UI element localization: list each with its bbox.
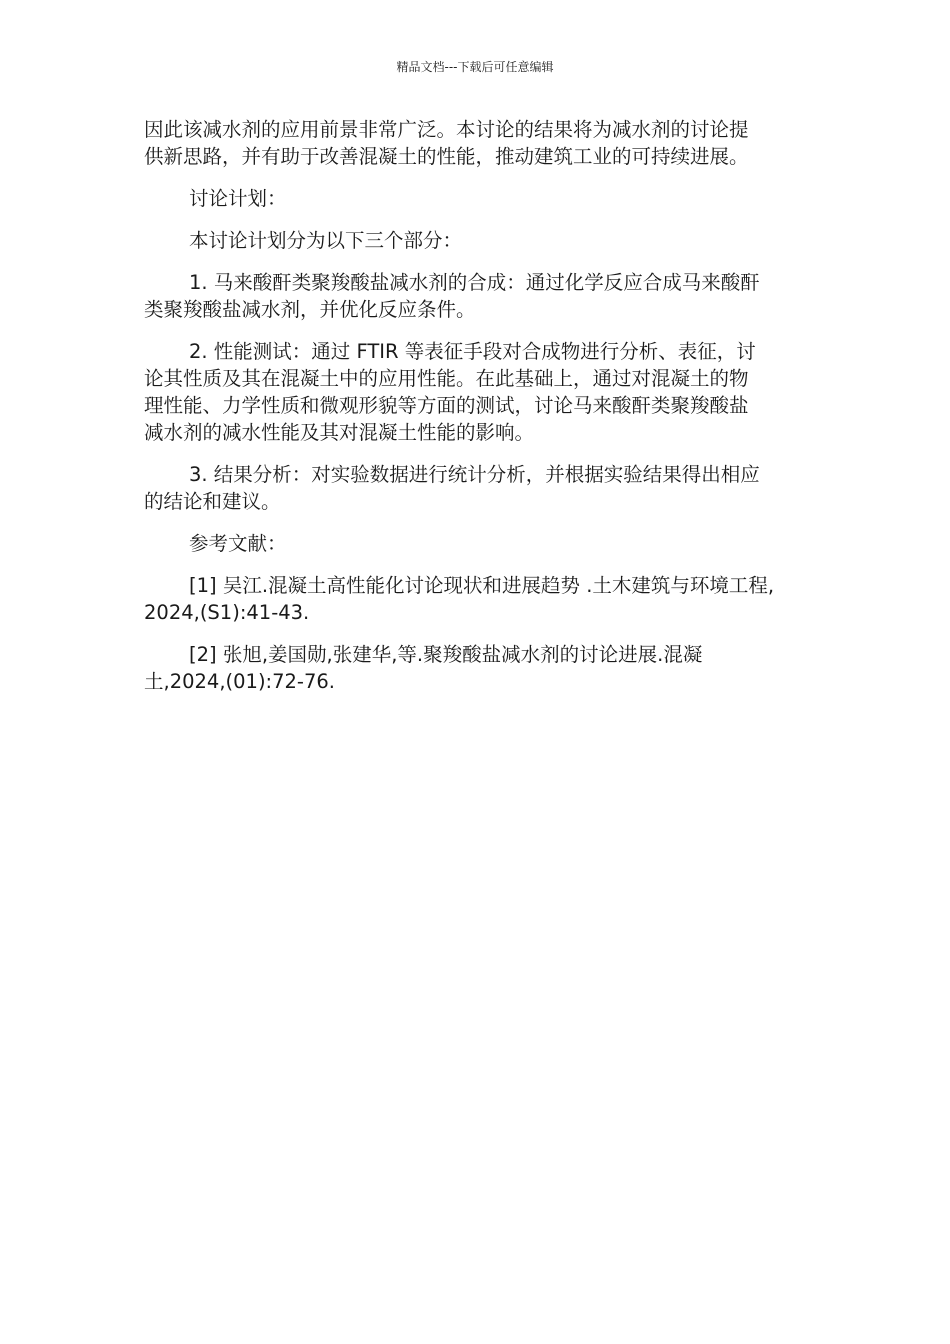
text-line: 本讨论计划分为以下三个部分： bbox=[189, 229, 463, 252]
text-line: 供新思路，并有助于改善混凝土的性能，推动建筑工业的可持续进展。 bbox=[144, 145, 749, 168]
text-line: [2] 张旭,姜国勋,张建华,等.聚羧酸盐减水剂的讨论进展.混凝 bbox=[189, 643, 703, 666]
text-line: 参考文献： bbox=[189, 532, 287, 555]
text-line: 1. 马来酸酐类聚羧酸盐减水剂的合成：通过化学反应合成马来酸酐 bbox=[189, 271, 760, 294]
reference-item-2 bbox=[144, 641, 814, 695]
text-line: 的结论和建议。 bbox=[144, 490, 281, 513]
section-heading-references bbox=[144, 530, 814, 557]
list-item-synthesis bbox=[144, 269, 814, 323]
text-line: 2. 性能测试：通过 FTIR 等表征手段对合成物进行分析、表征，讨 bbox=[189, 340, 756, 363]
document-body bbox=[144, 116, 814, 710]
text-line: 3. 结果分析：对实验数据进行统计分析，并根据实验结果得出相应 bbox=[189, 463, 760, 486]
text-line: 理性能、力学性质和微观形貌等方面的测试，讨论马来酸酐类聚羧酸盐 bbox=[144, 394, 749, 417]
text-line: 论其性质及其在混凝土中的应用性能。在此基础上，通过对混凝土的物 bbox=[144, 367, 749, 390]
reference-item-1 bbox=[144, 572, 814, 626]
text-line: 2024,(S1):41-43. bbox=[144, 601, 310, 624]
text-line: [1] 吴江.混凝土高性能化讨论现状和进展趋势 .土木建筑与环境工程, bbox=[189, 574, 775, 597]
text-line: 减水剂的减水性能及其对混凝土性能的影响。 bbox=[144, 421, 535, 444]
page-header: 精品文档---下载后可任意编辑 bbox=[396, 60, 554, 74]
text-line: 类聚羧酸盐减水剂，并优化反应条件。 bbox=[144, 298, 476, 321]
section-heading-plan bbox=[144, 185, 814, 212]
paragraph-intro-continuation bbox=[144, 116, 814, 170]
paragraph-plan-overview bbox=[144, 227, 814, 254]
text-line: 因此该减水剂的应用前景非常广泛。本讨论的结果将为减水剂的讨论提 bbox=[144, 118, 749, 141]
list-item-result-analysis bbox=[144, 461, 814, 515]
text-line: 土,2024,(01):72-76. bbox=[144, 670, 335, 693]
list-item-performance-test bbox=[144, 338, 814, 446]
text-line: 讨论计划： bbox=[189, 187, 287, 210]
